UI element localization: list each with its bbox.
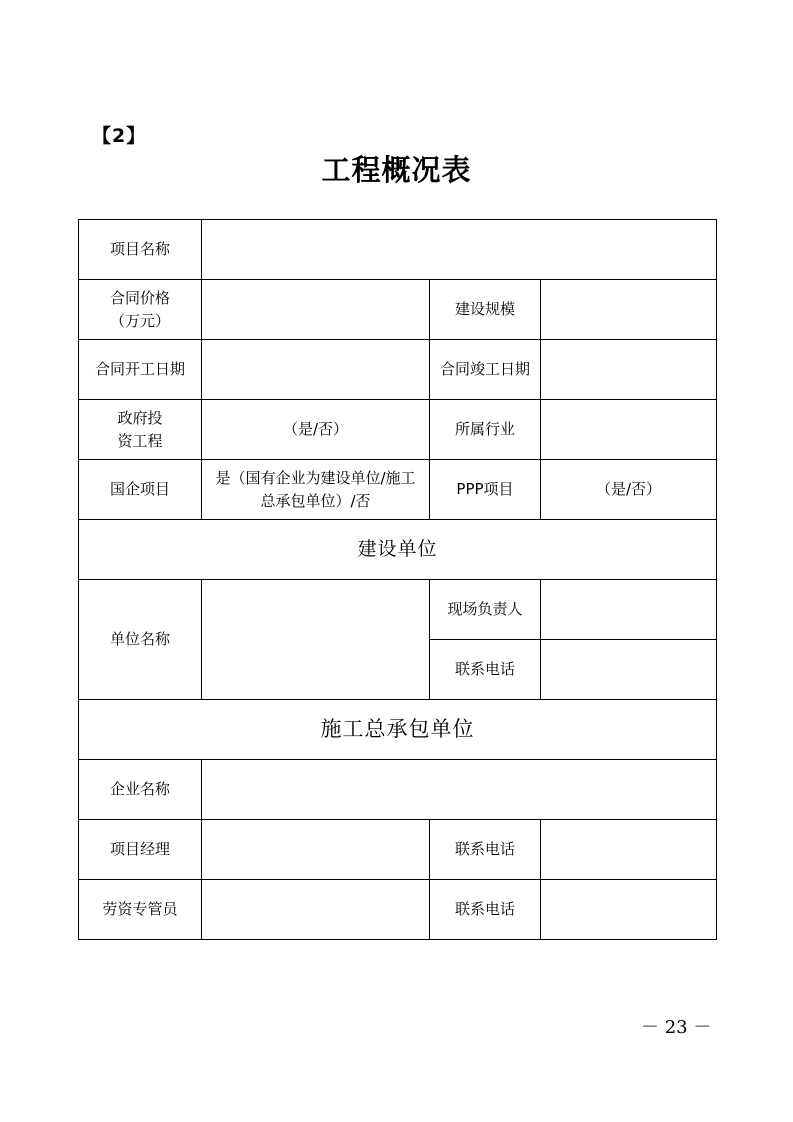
pm-phone-field[interactable] (541, 820, 717, 880)
section-contractor-heading: 施工总承包单位 (79, 700, 717, 760)
start-date-label: 合同开工日期 (79, 340, 202, 400)
row-labor-manager (79, 880, 717, 940)
owner-name-label: 单位名称 (79, 580, 202, 700)
gov-invest-label-line2: 资工程 (117, 431, 163, 450)
labor-manager-field[interactable] (202, 880, 430, 940)
site-manager-field[interactable] (541, 580, 717, 640)
row-project-manager (79, 820, 717, 880)
row-section-owner (79, 520, 717, 580)
annex-number: 【2】 (92, 125, 147, 147)
row-gov-investment (79, 400, 717, 460)
ppp-field[interactable]: （是/否） (541, 460, 717, 520)
row-section-contractor (79, 700, 717, 760)
row-dates (79, 340, 717, 400)
start-date-field[interactable] (202, 340, 430, 400)
contract-price-field[interactable] (202, 280, 430, 340)
contract-price-label-line1: 合同价格 (109, 288, 170, 307)
owner-phone-field[interactable] (541, 640, 717, 700)
gov-invest-field[interactable]: （是/否） (202, 400, 430, 460)
end-date-label: 合同竣工日期 (430, 340, 541, 400)
industry-label: 所属行业 (430, 400, 541, 460)
project-name-field[interactable] (202, 220, 717, 280)
page-number: － 23 － (641, 1017, 712, 1038)
gov-invest-label-line1: 政府投 (117, 408, 163, 427)
soe-field[interactable] (202, 460, 430, 520)
end-date-field[interactable] (541, 340, 717, 400)
pm-field[interactable] (202, 820, 430, 880)
labor-phone-field[interactable] (541, 880, 717, 940)
contract-price-label (79, 280, 202, 340)
pm-label: 项目经理 (79, 820, 202, 880)
section-owner-heading: 建设单位 (79, 520, 717, 580)
pm-phone-label: 联系电话 (430, 820, 541, 880)
page-title: 工程概况表 (321, 153, 472, 187)
row-contract-price (79, 280, 717, 340)
owner-name-field[interactable] (202, 580, 430, 700)
industry-field[interactable] (541, 400, 717, 460)
project-overview-table (78, 219, 717, 940)
labor-phone-label: 联系电话 (430, 880, 541, 940)
soe-value-line2: 总承包单位）/否 (260, 491, 371, 510)
row-owner-1 (79, 580, 717, 640)
scale-label: 建设规模 (430, 280, 541, 340)
contractor-name-field[interactable] (202, 760, 717, 820)
ppp-label: PPP项目 (430, 460, 541, 520)
row-project-name (79, 220, 717, 280)
gov-invest-label (79, 400, 202, 460)
project-name-label: 项目名称 (79, 220, 202, 280)
soe-label: 国企项目 (79, 460, 202, 520)
contract-price-label-line2: （万元） (109, 311, 170, 330)
owner-phone-label: 联系电话 (430, 640, 541, 700)
scale-field[interactable] (541, 280, 717, 340)
site-manager-label: 现场负责人 (430, 580, 541, 640)
soe-value-line1: 是（国有企业为建设单位/施工 (215, 468, 416, 487)
labor-manager-label: 劳资专管员 (79, 880, 202, 940)
row-contractor-name (79, 760, 717, 820)
row-soe (79, 460, 717, 520)
contractor-name-label: 企业名称 (79, 760, 202, 820)
